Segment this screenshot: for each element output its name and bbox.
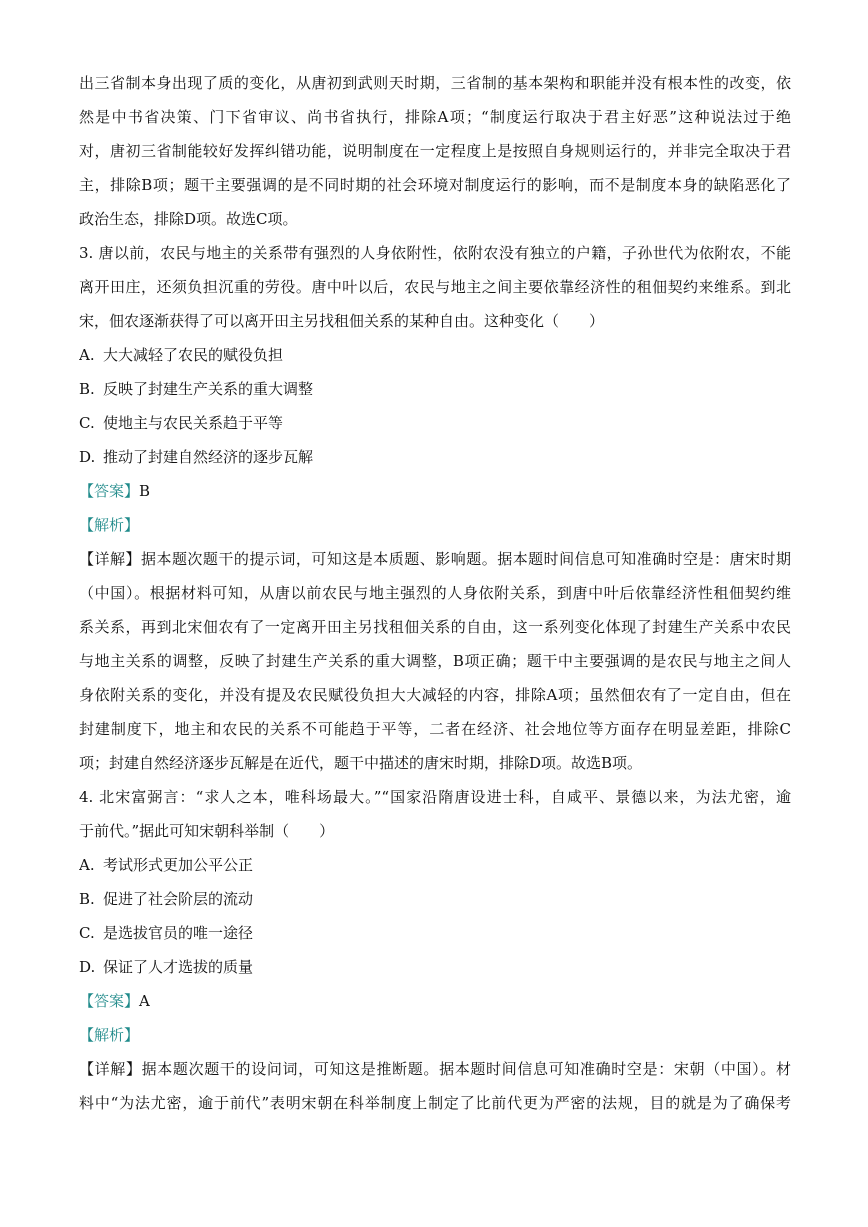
paragraph-line: 政治生态，排除D项。故选C项。 [79,210,298,228]
detail-line: 封建制度下，地主和农民的关系不可能趋于平等，二者在经济、社会地位等方面存在明显差距，排除C [79,720,791,738]
analysis-line [79,1018,791,1052]
answer-tag: 【答案】 [79,992,140,1010]
detail-line: 系关系，再到北宋佃农有了一定离开田主另找租佃关系的自由，这一系列变化体现了封建生产关系中农民 [79,618,791,636]
option-c [79,916,791,950]
question-stem-line: 3. 唐以前，农民与地主的关系带有强烈的人身依附性，依附农没有独立的户籍，子孙世代为依附农，不能 [79,244,791,262]
option-text: 促进了社会阶层的流动 [103,890,254,908]
answer-value: A [139,992,150,1010]
answer-line [79,984,791,1018]
option-d [79,440,791,474]
detail-text: 据本题次题干的提示词，可知这是本质题、影响题。据本题时间信息可知准确时空是：唐宋时期 [140,550,791,568]
paragraph-line: 主，排除B项；题干主要强调的是不同时期的社会环境对制度运行的影响，而不是制度本身的缺陷恶化了 [79,176,791,194]
option-text: 使地主与农民关系趋于平等 [103,414,284,432]
question-stem-line: 离开田庄，还须负担沉重的劳役。唐中叶以后，农民与地主之间主要依靠经济性的租佃契约来维系。到北 [79,278,791,296]
detail-line: 项；封建自然经济逐步瓦解是在近代，题干中描述的唐宋时期，排除D项。故选B项。 [79,754,643,772]
detail-tag: 【详解】 [79,1060,142,1078]
option-letter: B. [79,380,95,398]
answer-tag: 【答案】 [79,482,140,500]
paragraph-line: 然是中书省决策、门下省审议、尚书省执行，排除A项；“制度运行取决于君主好恶”这种说法过于绝 [79,108,791,126]
detail-line: 料中“为法尤密，逾于前代”表明宋朝在科举制度上制定了比前代更为严密的法规，目的就是为了确保考 [79,1094,791,1112]
option-text: 反映了封建生产关系的重大调整 [103,380,314,398]
question-stem-line: 宋，佃农逐渐获得了可以离开田主另找租佃关系的某种自由。这种变化（ ） [79,312,605,330]
option-d [79,950,791,984]
option-text: 是选拔官员的唯一途径 [103,924,254,942]
option-text: 保证了人才选拔的质量 [103,958,254,976]
option-text: 考试形式更加公平公正 [103,856,254,874]
detail-line: 身依附关系的变化，并没有提及农民赋役负担大大减轻的内容，排除A项；虽然佃农有了一定自由，但在 [79,686,791,704]
paragraph-line: 出三省制本身出现了质的变化，从唐初到武则天时期，三省制的基本架构和职能并没有根本性的改变，依 [79,74,791,92]
option-letter: D. [79,448,96,466]
question-stem-line: 4. 北宋富弼言：“求人之本，唯科场最大。”“国家沿隋唐设进士科，自咸平、景德以来，为法尤密，逾 [79,788,791,806]
detail-line: 与地主关系的调整，反映了封建生产关系的重大调整，B项正确；题干中主要强调的是农民与地主之间人 [79,652,791,670]
detail-tag: 【详解】 [79,550,141,568]
detail-text: 据本题次题干的设问词，可知这是推断题。据本题时间信息可知准确时空是：宋朝（中国）。材 [141,1060,791,1078]
answer-value: B [139,482,151,500]
option-letter: C. [79,924,95,942]
detail-line [79,542,791,576]
paragraph-line: 对，唐初三省制能较好发挥纠错功能，说明制度在一定程度上是按照自身规则运行的，并非完全取决于君 [79,142,791,160]
analysis-tag: 【解析】 [79,516,140,534]
option-letter: C. [79,414,95,432]
option-letter: A. [79,346,95,364]
detail-line [79,1052,791,1086]
analysis-tag: 【解析】 [79,1026,140,1044]
detail-line: （中国）。根据材料可知，从唐以前农民与地主强烈的人身依附关系，到唐中叶后依靠经济性租佃契约维 [79,584,791,602]
page-content [79,66,791,1120]
option-text: 大大减轻了农民的赋役负担 [103,346,284,364]
analysis-line [79,508,791,542]
option-letter: B. [79,890,95,908]
option-b [79,882,791,916]
option-a [79,338,791,372]
option-b [79,372,791,406]
option-letter: D. [79,958,96,976]
question-stem-line: 于前代。”据此可知宋朝科举制（ ） [79,822,335,840]
option-text: 推动了封建自然经济的逐步瓦解 [103,448,314,466]
answer-line [79,474,791,508]
option-letter: A. [79,856,95,874]
option-c [79,406,791,440]
option-a [79,848,791,882]
